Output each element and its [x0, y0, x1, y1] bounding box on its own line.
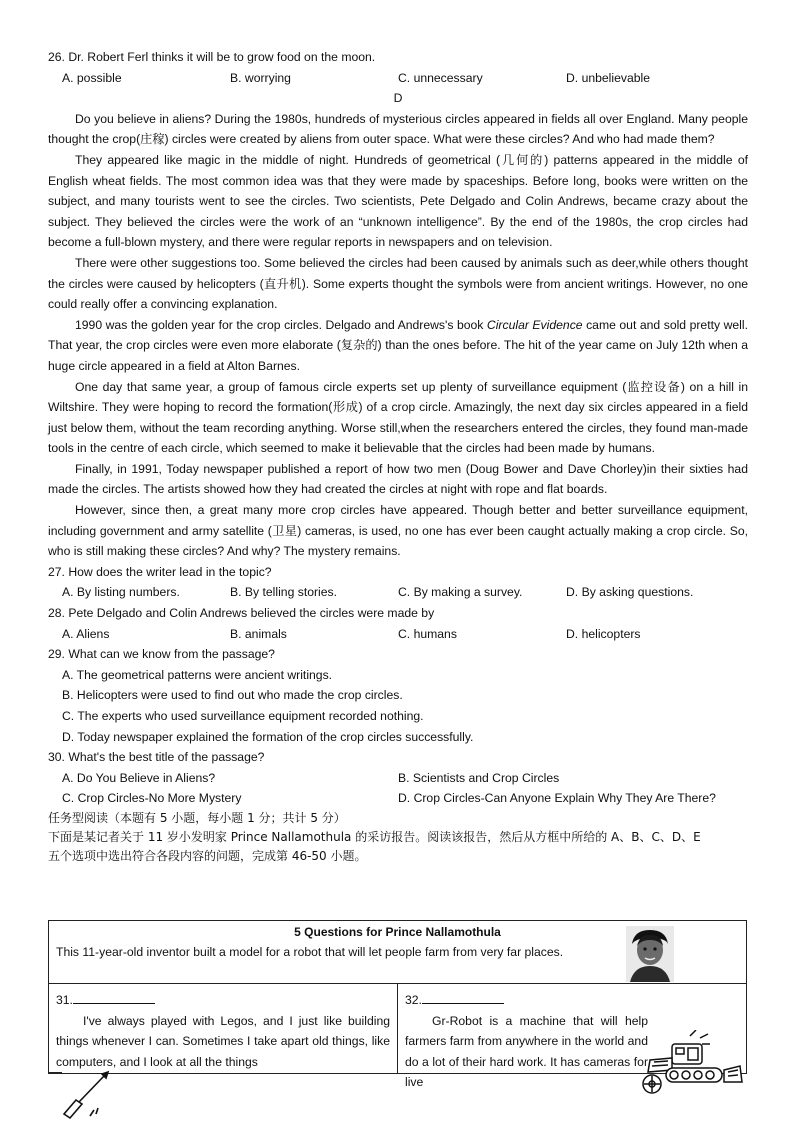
q26-option-b: B. worrying [230, 70, 291, 85]
passage-paragraph-4: 1990 was the golden year for the crop circles. Delgado and Andrews's book Circular Evidence came out and sold pretty well. That year, the crop circles were even more elaborate (复杂的) than the ones before. The hit of the year came on July 12th when a huge circle appeared in a field at Alton Barnes. [48, 317, 748, 373]
section-letter: D [393, 91, 403, 106]
task-instruction-line-2: 五个选项中选出符合各段内容的问题，完成第 46-50 小题。 [48, 848, 367, 863]
q26-stem: 26. Dr. Robert Ferl thinks it will be to grow food on the moon. [48, 50, 376, 64]
passage-paragraph-6: Finally, in 1991, Today newspaper published a report of how two men (Doug Bower and Dave Chorley)in their sixties had made the circles. The artists showed how they had created the circles at night with rope and flat boards. [48, 461, 748, 497]
q30-option-c: C. Crop Circles-No More Mystery [62, 791, 242, 806]
interview-box-header [49, 921, 746, 984]
q29-stem: 29. What can we know from the passage? [48, 647, 275, 662]
portrait-photo [626, 926, 674, 982]
q29-option-c: C. The experts who used surveillance equipment recorded nothing. [62, 709, 424, 723]
q29-option-b: B. Helicopters were used to find out who made the crop circles. [62, 688, 403, 703]
q26-option-d: D. unbelievable [566, 70, 651, 85]
q27-options [48, 582, 748, 603]
q30-stem: 30. What's the best title of the passage? [48, 750, 265, 765]
q30-options-row-1 [48, 768, 748, 789]
q30-options-row-2 [48, 788, 748, 809]
q29-option-a: A. The geometrical patterns were ancient writings. [62, 667, 333, 682]
task-section-heading: 任务型阅读（本题有 5 小题，每小题 1 分；共计 5 分） [48, 810, 346, 825]
q28-options [48, 624, 748, 645]
q28-option-a: A. Aliens [62, 626, 110, 641]
q28-option-c: C. humans [398, 626, 457, 641]
task-instruction-line-1: 下面是某记者关于 11 岁小发明家 Prince Nallamothula 的采访报告。阅读该报告，然后从方框中所给的 A、B、C、D、E [48, 829, 701, 844]
q28-stem: 28. Pete Delgado and Colin Andrews believed the circles were made by [48, 606, 435, 621]
q31-number: 31. [56, 993, 73, 1007]
passage-paragraph-5: One day that same year, a group of famous circle experts set up plenty of surveillance equipment (监控设备) on a hill in Wiltshire. They were hoping to record the formation(形成) of a crop circle. Amazingly, the next day six circles appeared in a field just below them, without the team recording anything. Worse still,when the researchers entered the circles, they found man-made tools in the centre of each circle, which seemed to make it believable that the circles had been made by humans. [48, 379, 748, 456]
q27-option-a: A. By listing numbers. [62, 585, 180, 600]
q27-option-c: C. By making a survey. [398, 585, 523, 600]
q32-number: 32. [405, 993, 422, 1007]
passage-paragraph-1: Do you believe in aliens? During the 1980s, hundreds of mysterious circles appeared in fields all over England. Many people thought the crop(庄稼) circles were created by aliens from outer space. What were these circles? And who had made them? [48, 111, 748, 147]
q29-options [48, 665, 748, 747]
q29-option-d: D. Today newspaper explained the formation of the crop circles successfully. [62, 729, 474, 744]
q28-option-d: D. helicopters [566, 626, 641, 641]
q27-option-b: B. By telling stories. [230, 585, 338, 600]
q28-option-b: B. animals [230, 626, 287, 641]
q26-option-a: A. possible [62, 70, 122, 85]
interview-answer-31 [49, 984, 397, 1073]
passage-paragraph-3: There were other suggestions too. Some believed the circles had been caused by animals such as deer,while others thought the circles were caused by helicopters (直升机). Some experts thought the symbols were from ancient writings. However, no one could really offer a convincing explanation. [48, 255, 748, 312]
robot-illustration [640, 1030, 748, 1098]
q26-option-c: C. unnecessary [398, 70, 483, 85]
interview-title: 5 Questions for Prince Nallamothula [294, 925, 501, 939]
q27-stem: 27. How does the writer lead in the topic? [48, 564, 272, 579]
book-title: Circular Evidence [486, 317, 583, 332]
worksheet-page [48, 47, 748, 866]
q31-answer-text: I've always played with Legos, and I just like building things whenever I can. Sometimes I take apart old things, like computers, and I look at all the things [56, 1013, 390, 1069]
q26-options [48, 68, 748, 89]
q30-option-d: D. Crop Circles-Can Anyone Explain Why They Are There? [398, 791, 716, 806]
q32-answer-text: Gr-Robot is a machine that will help farmers farm from anywhere in the world and do a lot of their hard work. It has cameras for live [405, 1013, 648, 1090]
q31-answer-blank[interactable] [73, 990, 155, 1004]
q27-option-d: D. By asking questions. [566, 585, 694, 600]
passage-paragraph-7: However, since then, a great many more crop circles have appeared. Though better and better surveillance equipment, including government and army satellite (卫星) cameras, is used, no one has ever been caught actually making a crop circle. So, who is still making these circles? And why? The mystery remains. [48, 503, 748, 559]
passage-paragraph-2: They appeared like magic in the middle of night. Hundreds of geometrical (几何的) patterns appeared in the middle of English wheat fields. The most common idea was that they were made by spaceships. Before long, books were written on the subject, and many tourists went to see the circles. Two scientists, Pete Delgado and Colin Andrews, became crazy about the subject. They believed the circles were the work of an “unknown intelligence”. By the end of the 1980s, the crop circles had become a full-blown mystery, and there were regular reports in newspapers and on television. [48, 152, 748, 250]
interview-subtitle: This 11-year-old inventor built a model for a robot that will let people farm from very far places. [56, 945, 564, 959]
screwdriver-illustration [60, 1070, 114, 1120]
q32-answer-blank[interactable] [422, 990, 504, 1004]
q30-option-b: B. Scientists and Crop Circles [398, 770, 560, 785]
reading-passage [48, 109, 748, 562]
q30-option-a: A. Do You Believe in Aliens? [62, 770, 216, 785]
